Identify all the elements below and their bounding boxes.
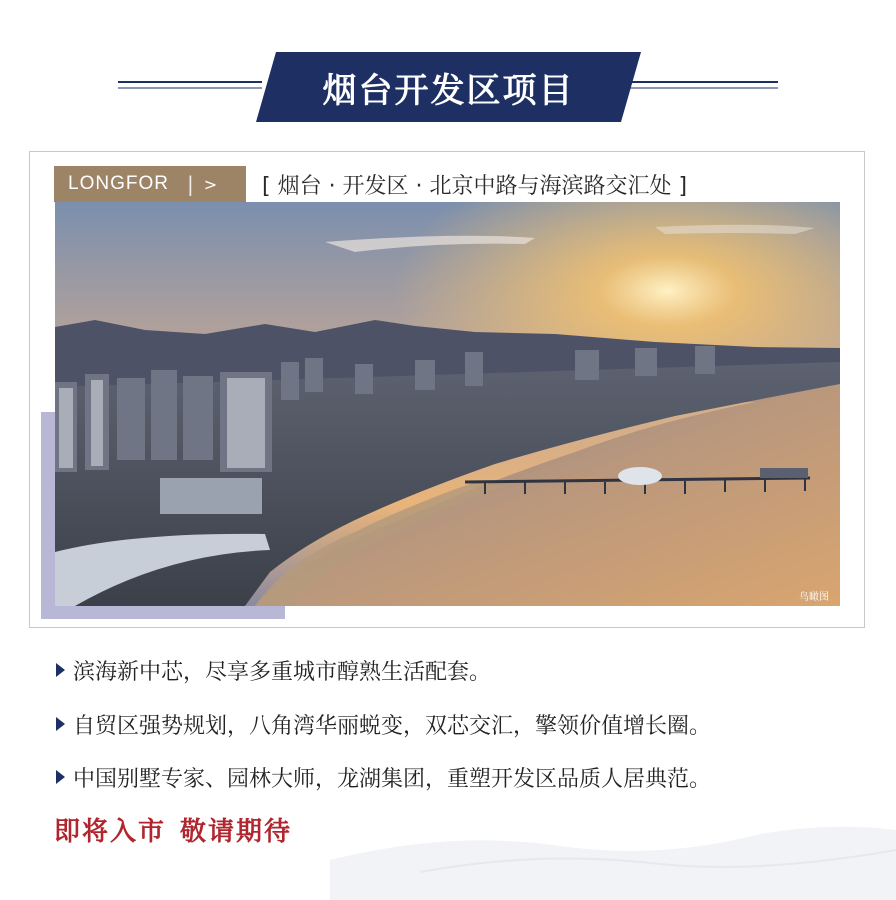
launch-slogan	[54, 811, 292, 848]
slogan-part-2: 敬请期待	[180, 817, 293, 847]
list-item	[56, 652, 491, 688]
triangle-bullet-icon	[56, 717, 65, 731]
list-item-text: 自贸区强势规划，八角湾华丽蜕变，双芯交汇，擎领价值增长圈。	[73, 713, 712, 739]
brand-separator: |	[186, 172, 194, 196]
aerial-photo	[55, 202, 840, 606]
list-item-text: 滨海新中芯，尽享多重城市醇熟生活配套。	[73, 659, 492, 685]
brand-name: LONGFOR	[68, 173, 169, 194]
chevron-right-icon: >	[203, 174, 218, 194]
brand-tag[interactable]	[54, 166, 246, 202]
list-item	[56, 706, 711, 742]
photo-caption: 鸟瞰图	[799, 592, 829, 603]
project-address: [ 烟台 · 开发区 · 北京中路与海滨路交汇处 ]	[262, 173, 688, 199]
list-item-text: 中国别墅专家、园林大师，龙湖集团，重塑开发区品质人居典范。	[73, 766, 712, 792]
triangle-bullet-icon	[56, 663, 65, 677]
list-item	[56, 759, 711, 795]
slogan-part-1: 即将入市	[54, 817, 167, 847]
page-title: 烟台开发区项目	[322, 70, 575, 111]
triangle-bullet-icon	[56, 770, 65, 784]
page-header	[0, 52, 896, 124]
